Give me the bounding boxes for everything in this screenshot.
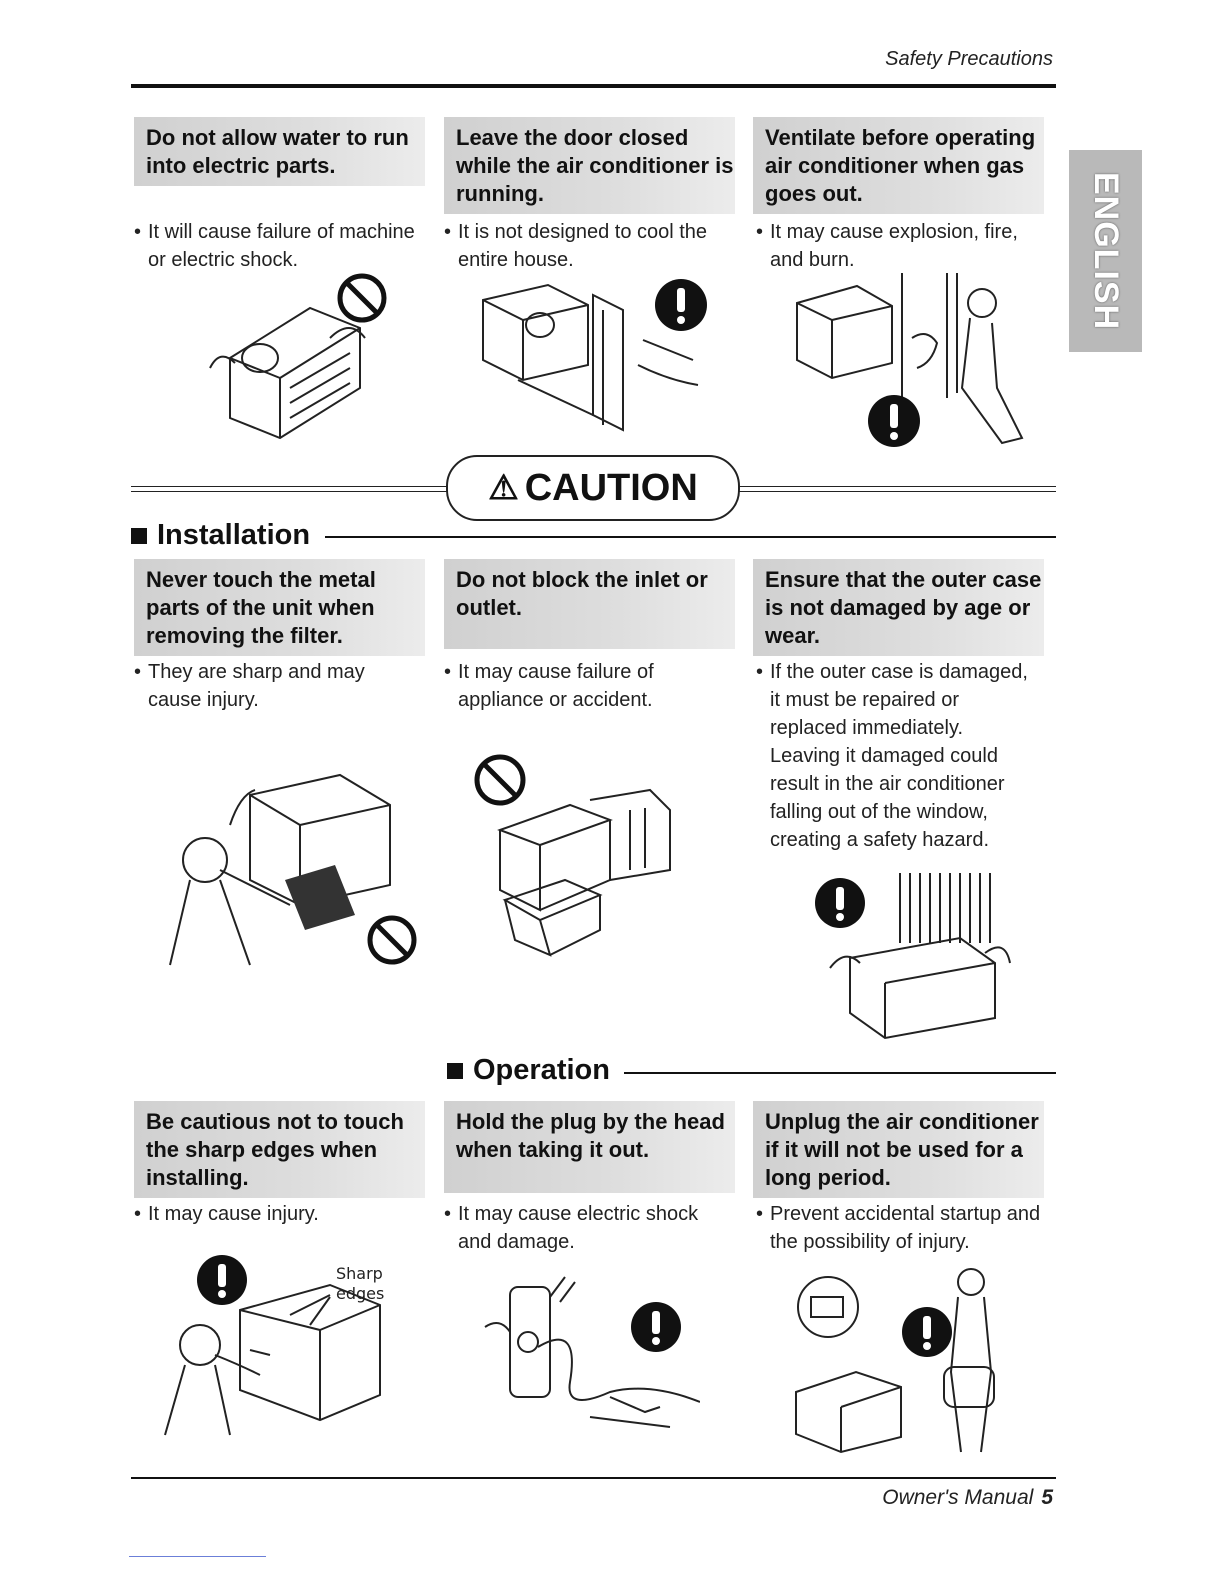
warning-title-water: Do not allow water to run into electric parts. (134, 117, 425, 186)
caution-title-outer-case: Ensure that the outer case is not damaged by age or wear. (753, 559, 1044, 656)
desc-plug-head: • It may cause electric shock and damage. (444, 1203, 699, 1253)
section-operation: Operation (447, 1054, 610, 1087)
mandatory-icon (631, 1302, 681, 1352)
warning-triangle-icon: ⚠ (488, 469, 519, 507)
operation-rule (624, 1072, 1056, 1074)
mandatory-icon (902, 1307, 952, 1357)
section-installation: Installation (131, 519, 310, 552)
warning-title-door: Leave the door closed while the air conditioner is running. (444, 117, 735, 214)
prohibited-icon (340, 276, 384, 320)
installation-rule (325, 536, 1056, 538)
mandatory-icon (815, 878, 865, 928)
mandatory-icon (868, 395, 920, 447)
caution-title-inlet-outlet: Do not block the inlet or outlet. (444, 559, 735, 649)
bullet-square-icon (131, 528, 147, 544)
desc-outer-case: • If the outer case is damaged, it must be repaired or replaced immediately. Leaving it damaged could result in the air conditioner falling out of the window, creating a safety hazard. (756, 661, 1028, 851)
desc-unplug: • Prevent accidental startup and the possibility of injury. (756, 1203, 1041, 1253)
illustration-water-ac (190, 268, 390, 443)
caution-title-plug-head: Hold the plug by the head when taking it out. (444, 1101, 735, 1193)
caution-title-unplug: Unplug the air conditioner if it will not be used for a long period. (753, 1101, 1044, 1198)
header-rule (131, 84, 1056, 88)
desc-water: • It will cause failure of machine or electric shock. (134, 221, 415, 271)
prohibited-icon (370, 918, 414, 962)
illustration-outer-case (810, 868, 1015, 1053)
warning-title-ventilate: Ventilate before operating air conditioner when gas goes out. (753, 117, 1044, 214)
language-tab (1069, 150, 1142, 352)
desc-inlet-outlet: • It may cause failure of appliance or accident. (444, 661, 654, 711)
illustration-ventilate (792, 268, 1032, 458)
desc-sharp-edges: • It may cause injury. (134, 1203, 319, 1225)
footer-rule (131, 1477, 1056, 1479)
page-footer: Owner's Manual 5 (882, 1486, 1053, 1509)
desc-metal-parts: • They are sharp and may cause injury. (134, 661, 365, 711)
caution-title-metal-parts: Never touch the metal parts of the unit when removing the filter. (134, 559, 425, 656)
illustration-filter-removal (160, 765, 425, 980)
illustration-unplug (786, 1262, 1011, 1457)
blue-underline (129, 1556, 266, 1557)
desc-ventilate: • It may cause explosion, fire, and burn. (756, 221, 1018, 271)
mandatory-icon (655, 279, 707, 331)
illustration-door-ac (478, 270, 718, 445)
prohibited-icon (477, 757, 523, 803)
illustration-blocked-inlet (470, 750, 695, 975)
sharp-edges-callout: Sharp edges (336, 1264, 385, 1303)
page-header-title: Safety Precautions (885, 48, 1053, 70)
illustration-plug (470, 1262, 700, 1432)
mandatory-icon (197, 1255, 247, 1305)
desc-door: • It is not designed to cool the entire house. (444, 221, 708, 271)
bullet-square-icon (447, 1063, 463, 1079)
page-number: 5 (1041, 1486, 1053, 1509)
caution-banner: ⚠ CAUTION (446, 455, 740, 521)
caution-title-sharp-edges: Be cautious not to touch the sharp edges when installing. (134, 1101, 425, 1198)
language-tab-label: ENGLISH (1087, 171, 1125, 331)
